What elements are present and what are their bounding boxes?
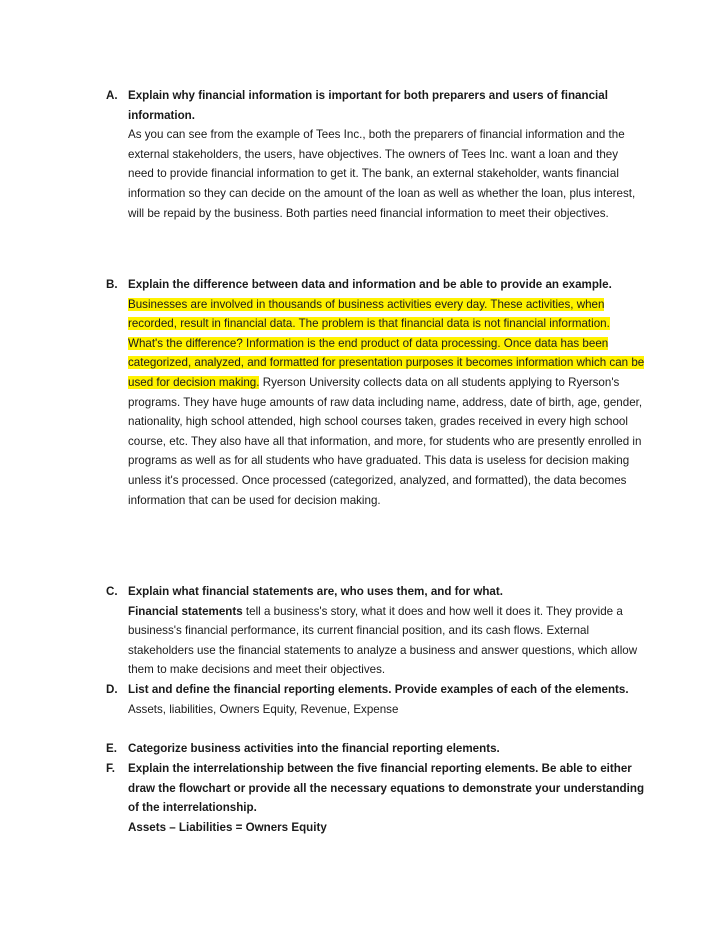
section-a xyxy=(106,86,646,223)
section-body: As you can see from the example of Tees Inc., both the preparers of financial information and the external stakeholders, the users, have objectives. The owners of Tees Inc. want a loan and they need to provide financial information to get it. The bank, an external stakeholder, wants financial information so they can decide on the amount of the loan as well as whether the loan, plus interest, will be repaid by the business. Both parties need financial information to meet their objectives. xyxy=(128,128,636,220)
section-letter: E. xyxy=(106,742,117,755)
section-b xyxy=(106,275,646,510)
section-body: Assets, liabilities, Owners Equity, Revenue, Expense xyxy=(128,702,399,716)
key-term: Financial statements xyxy=(128,604,243,618)
section-letter: B. xyxy=(106,278,118,291)
section-letter: A. xyxy=(106,89,118,102)
section-heading: Explain what financial statements are, who uses them, and for what. xyxy=(128,585,503,598)
section-d xyxy=(106,680,646,719)
equation: Assets – Liabilities = Owners Equity xyxy=(128,820,327,834)
section-heading: Categorize business activities into the financial reporting elements. xyxy=(128,742,500,755)
section-body-paragraph xyxy=(128,295,646,511)
highlighted-text: Businesses are involved in thousands of business activities every day. These activities, when recorded, result in financial data. The problem is that financial data is not financial information. What's the difference? Information is the end product of data processing. Once data has been categorized, analyzed, and formatted for presentation purposes it becomes information which can be used for decision making. xyxy=(128,297,645,389)
section-body: tell a business's story, what it does and how well it does it. They provide a business's financial performance, its current financial position, and its cash flows. External stakeholders use the financial statements to analyze a business and answer questions, which allow them to make decisions and meet their objectives. xyxy=(128,604,638,677)
section-heading: Explain the interrelationship between the five financial reporting elements. Be able to either draw the flowchart or provide all the necessary equations to demonstrate your understanding of the interrelationship. xyxy=(128,762,645,815)
section-heading: Explain the difference between data and information and be able to provide an example. xyxy=(128,278,612,291)
section-letter: F. xyxy=(106,762,116,775)
section-f xyxy=(106,759,646,837)
section-c xyxy=(106,582,646,680)
section-body-paragraph xyxy=(128,602,646,680)
section-heading: Explain why financial information is important for both preparers and users of financial information. xyxy=(128,89,608,122)
section-letter: C. xyxy=(106,585,118,598)
section-letter: D. xyxy=(106,683,118,696)
section-e xyxy=(106,739,646,759)
section-body: Ryerson University collects data on all students applying to Ryerson's programs. They have huge amounts of raw data including name, address, date of birth, age, gender, nationality, high school attended, high school courses taken, grades received in every high school course, etc. They also have all that information, and more, for students who are presently enrolled in programs as well as for all students who have graduated. This data is useless for decision making unless it's processed. Once processed (categorized, analyzed, and formatted), the data becomes information that can be used for decision making. xyxy=(128,375,643,507)
section-heading: List and define the financial reporting elements. Provide examples of each of the elements. xyxy=(128,683,629,696)
